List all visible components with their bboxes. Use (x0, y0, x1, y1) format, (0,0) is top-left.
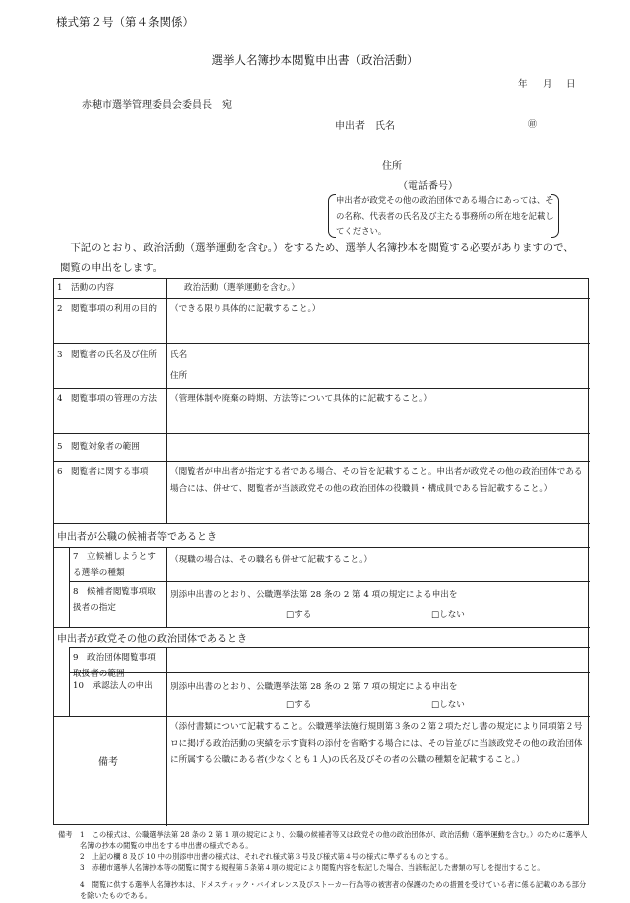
row5-label: 5 閲覧対象者の範囲 (57, 442, 140, 452)
section-candidate: 申出者が公職の候補者等であるとき (57, 532, 217, 543)
applicant-name-label: 申出者 氏名 (335, 121, 395, 132)
row10-label: 10 承認法人の申出 (73, 681, 153, 691)
intro-text: 下記のとおり、政治活動（選挙運動を含む。）をするため、選挙人名簿抄本を閲覧する必要がありますので、閲覧の申出をします。 (60, 242, 574, 274)
form-number: 様式第２号（第４条関係） (56, 15, 194, 29)
date-year: 年 (518, 79, 528, 90)
footnote-2: 2 上記の欄 8 及び 10 中の別添申出書の様式は、それぞれ様式第３号及び様式第４号の様式に準ずるものとする。 (80, 852, 453, 861)
row9-label: 9 政治団体閲覧事項取扱者の範囲 (73, 653, 156, 679)
row3-address-field[interactable]: 住所 (170, 371, 188, 381)
row4-content[interactable]: （管理体制や廃棄の時期、方法等について具体的に記載すること。） (170, 394, 432, 404)
applicant-address-label: 住所 (382, 161, 402, 172)
application-table (53, 278, 589, 825)
row1-content: 政治活動（選挙運動を含む。） (184, 283, 301, 293)
date-month: 月 (543, 79, 553, 90)
note-bracket-left (328, 194, 336, 238)
seal-mark: ㊞ (528, 120, 538, 130)
section-party: 申出者が政党その他の政治団体であるとき (57, 634, 247, 645)
row8-option-yes[interactable]: □する (286, 610, 312, 620)
applicant-note: 申出者が政党その他の政治団体である場合にあっては、その名称、代表者の氏名及び主たる事務所の所在地を記載してください。 (336, 195, 554, 236)
row3-name-field[interactable]: 氏名 (170, 350, 188, 360)
addressee: 赤穂市選挙管理委員会委員長 宛 (82, 100, 232, 111)
document-title: 選挙人名簿抄本閲覧申出書（政治活動） (211, 53, 419, 67)
row8-option-no[interactable]: □しない (431, 610, 465, 620)
footnotes-heading: 備考 (58, 830, 73, 839)
footnote-1: 1 この様式は、公職選挙法第 28 条の 2 第 1 項の規定により、公職の候補者等又は政党その他の政治団体が、政治活動（選挙運動を含む。）のために選挙人名簿の抄本の閲覧の申出をする申出書の様式である。 (80, 830, 588, 850)
date-day: 日 (566, 79, 576, 90)
row4-label: 4 閲覧事項の管理の方法 (57, 394, 157, 404)
row2-content[interactable]: （できる限り具体的に記載すること。） (170, 304, 321, 314)
row8-label: 8 候補者閲覧事項取扱者の指定 (73, 587, 156, 613)
row3-label: 3 閲覧者の氏名及び住所 (57, 350, 157, 360)
footnote-3: 3 赤穂市選挙人名簿抄本等の閲覧に関する規程第５条第４項の規定により閲覧内容を転記した場合、当該転記した書類の写しを提出すること。 (80, 863, 545, 872)
row10-option-no[interactable]: □しない (431, 700, 465, 710)
footnote-4: 4 閲覧に供する選挙人名簿抄本は、ドメスティック・バイオレンス及びストーカー行為等の被害者の保護のための措置を受けている者に係る記載のある部分を除いたものである。 (80, 880, 587, 900)
row8-content: 別添申出書のとおり、公職選挙法第 28 条の 2 第 4 項の規定による申出を (170, 590, 458, 600)
remarks-label: 備考 (98, 757, 118, 768)
applicant-phone-label: （電話番号） (398, 181, 458, 192)
row10-content: 別添申出書のとおり、公職選挙法第 28 条の 2 第 7 項の規定による申出を (170, 682, 458, 692)
row7-label: 7 立候補しようとする選挙の種類 (73, 552, 156, 578)
row1-label: 1 活動の内容 (57, 283, 115, 293)
row10-option-yes[interactable]: □する (286, 700, 312, 710)
remarks-content[interactable]: （添付書類について記載すること。公職選挙法施行規則第３条の２第２項ただし書の規定により同項第２号ロに掲げる政治活動の実績を示す資料の添付を省略する場合には、その旨並びに当該政党その他の政治団体に所属する公職にある者(少なくとも１人)の氏名及びその者の公職の種類を記載すること。） (170, 722, 583, 765)
row6-label: 6 閲覧者に関する事項 (57, 467, 149, 477)
row6-content[interactable]: （閲覧者が申出者が指定する者である場合、その旨を記載すること。申出者が政党その他の政治団体である場合には、併せて、閲覧者が当該政党その他の政治団体の役職員・構成員である旨記載すること。） (170, 467, 583, 494)
row2-label: 2 閲覧事項の利用の目的 (57, 304, 157, 314)
row7-content[interactable]: （現職の場合は、その職名も併せて記載すること。） (170, 555, 372, 565)
